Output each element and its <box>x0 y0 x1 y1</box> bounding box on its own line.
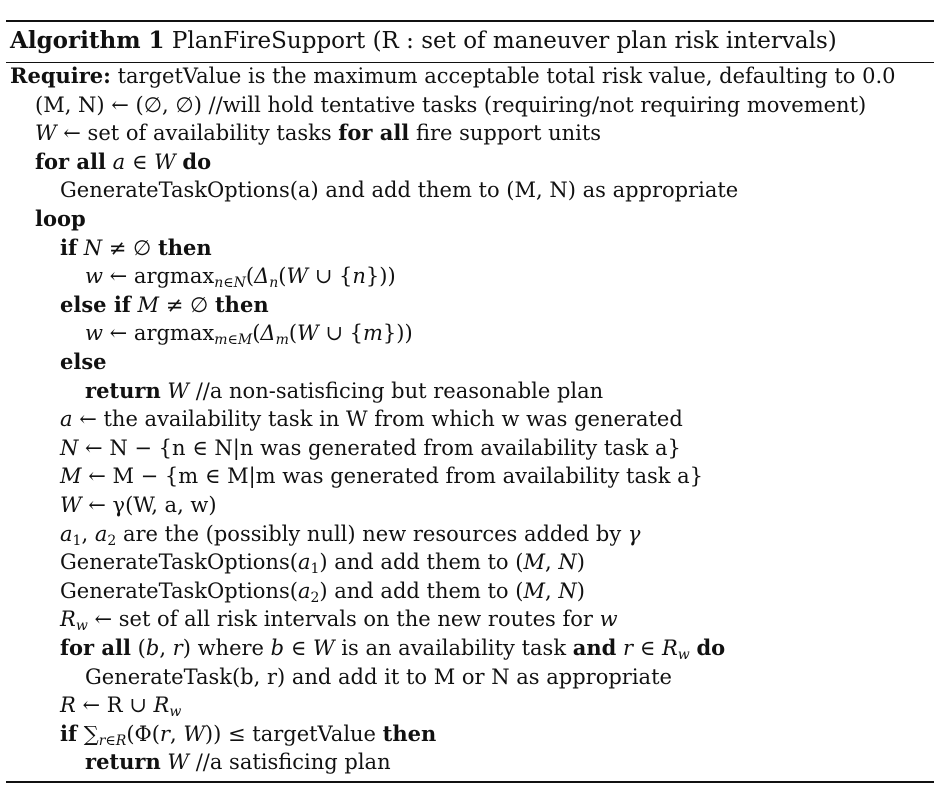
algorithm-caption <box>10 26 837 56</box>
line-elseif-m: else if M ≠ ∅ then <box>60 291 269 317</box>
line-if-n: if N ≠ ∅ then <box>60 234 212 260</box>
top-rule <box>6 20 934 22</box>
line-init-mn: (M, N) ← (∅, ∅) //will hold tentative tasks (requiring/not requiring movement) <box>35 92 867 117</box>
line-argmax-n: w ← $argmax_{n\in N}(\Delta_n(W$ ∪ {n})) <box>85 264 396 292</box>
line-else: else <box>60 349 107 374</box>
line-risk-rw: $R_w$ ← set of all risk intervals on the new routes for w <box>60 607 618 635</box>
line-generate-a1: $GenerateTaskOptions(a_1)$ and add them to (M, N) <box>60 550 585 578</box>
line-init-w: W ← set of availability tasks for all fire support units <box>35 120 602 146</box>
line-return-nonsat: return W //a non-satisficing but reasonable plan <box>85 377 604 403</box>
line-forall-br: for all (b, r) where b ∈ W is an availability task and r ∈ $R_w$ do <box>60 635 726 663</box>
line-update-n: N ← N − {n ∈ N|n was generated from availability task a} <box>60 435 681 460</box>
line-update-r: R ← R ∪ $R_w$ <box>60 693 182 721</box>
line-loop: loop <box>35 206 86 231</box>
bottom-rule <box>6 781 934 783</box>
line-update-w: W ← γ(W, a, w) <box>60 493 217 517</box>
line-if-sum: if $\sum_{r\in R}(\Phi(r$, W)) ≤ targetValue then <box>60 720 437 749</box>
line-return-sat: return W //a satisficing plan <box>85 749 391 775</box>
line-forall-a: for all a ∈ W do <box>35 148 212 174</box>
algorithm-name: PlanFireSupport <box>171 28 366 54</box>
line-generate-options: GenerateTaskOptions(a) and add them to (M, N) as appropriate <box>60 178 739 203</box>
line-generate-a2: $GenerateTaskOptions(a_2)$ and add them to (M, N) <box>60 578 585 606</box>
algorithm-param: (R : set of maneuver plan risk intervals) <box>372 28 837 54</box>
line-assign-a: a ← the availability task in W from which w was generated <box>60 407 683 432</box>
line-new-resources: $a_1$, $a_2$ are the (possibly null) new resources added by γ <box>60 521 641 549</box>
algorithm-label: Algorithm 1 <box>10 27 165 54</box>
line-require: Require: targetValue is the maximum acceptable total risk value, defaulting to 0.0 <box>10 63 896 88</box>
line-update-m: M ← M − {m ∈ M|m was generated from availability task a} <box>60 464 704 489</box>
line-argmax-m: w ← $argmax_{m\in M}(\Delta_m(W$ ∪ {m})) <box>85 321 413 349</box>
line-generate-task: GenerateTask(b, r) and add it to M or N as appropriate <box>85 664 672 689</box>
